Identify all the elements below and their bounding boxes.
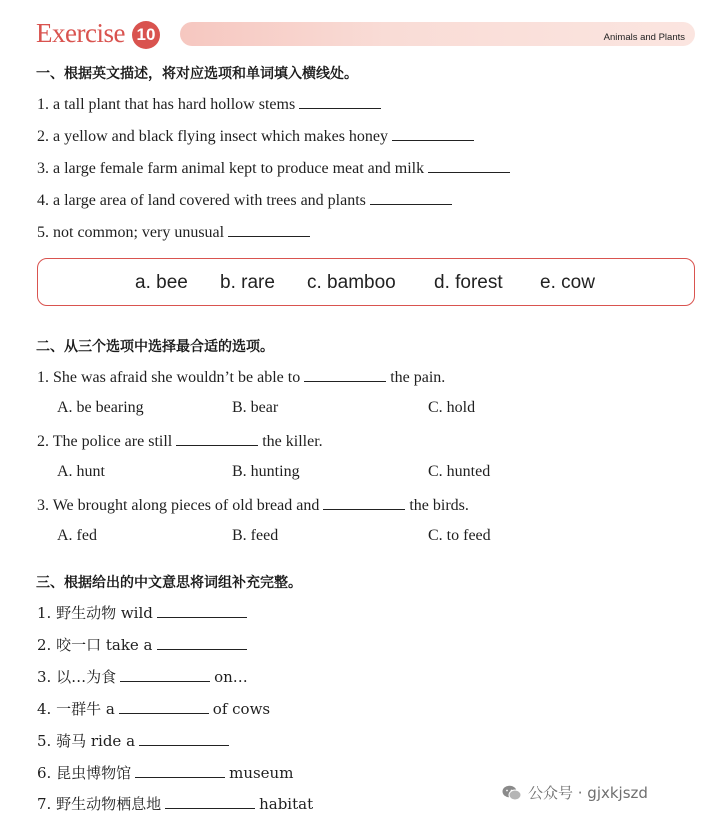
s2-q1-option-b[interactable]: B. bear xyxy=(232,399,279,416)
answer-blank[interactable] xyxy=(323,495,405,510)
s3-item-4-after: of cows xyxy=(212,700,271,718)
s1-item-1 xyxy=(37,94,385,115)
wechat-icon xyxy=(502,785,522,801)
s2-q1-after: the pain. xyxy=(390,369,446,386)
word-option-d: d. forest xyxy=(434,272,503,293)
s3-item-6-before: 6. 昆虫博物馆 xyxy=(37,764,132,782)
s2-q1-before: 1. She was afraid she wouldn’t be able to xyxy=(37,369,301,386)
section2-title: 二、从三个选项中选择最合适的选项。 xyxy=(36,339,274,355)
s3-item-3-before: 3. 以…为食 xyxy=(37,668,117,686)
s1-item-3-text: 3. a large female farm animal kept to produce meat and milk xyxy=(37,160,425,177)
s1-item-4-text: 4. a large area of land covered with trees and plants xyxy=(37,192,366,209)
s3-item-5 xyxy=(37,731,233,751)
s2-q1-option-c[interactable]: C. hold xyxy=(428,399,476,416)
header-banner xyxy=(180,22,695,46)
s3-item-4-before: 4. 一群牛 a xyxy=(37,700,115,718)
s2-q1-option-a[interactable]: A. be bearing xyxy=(57,399,144,416)
answer-blank[interactable] xyxy=(304,367,386,382)
answer-blank[interactable] xyxy=(120,667,210,682)
s3-item-3 xyxy=(37,667,248,687)
s1-item-5-text: 5. not common; very unusual xyxy=(37,224,225,241)
s3-item-1 xyxy=(37,603,251,623)
word-option-c: c. bamboo xyxy=(307,272,396,293)
answer-blank[interactable] xyxy=(176,431,258,446)
exercise-title: Exercise xyxy=(36,18,125,48)
s3-item-2-before: 2. 咬一口 take a xyxy=(37,636,153,654)
answer-blank[interactable] xyxy=(135,763,225,778)
s1-item-5 xyxy=(37,222,314,243)
s3-item-6-after: museum xyxy=(229,764,294,782)
s2-q3-before: 3. We brought along pieces of old bread and xyxy=(37,497,320,514)
s2-q3-option-b[interactable]: B. feed xyxy=(232,527,279,544)
watermark xyxy=(502,782,648,803)
page-header xyxy=(0,0,703,58)
answer-blank[interactable] xyxy=(165,794,255,809)
word-option-b: b. rare xyxy=(220,272,275,293)
section3-title: 三、根据给出的中文意思将词组补充完整。 xyxy=(36,575,302,591)
answer-blank[interactable] xyxy=(370,190,452,205)
s2-q2-option-a[interactable]: A. hunt xyxy=(57,463,105,480)
s2-q3-option-c[interactable]: C. to feed xyxy=(428,527,491,544)
word-option-a: a. bee xyxy=(135,272,188,293)
s3-item-1-before: 1. 野生动物 wild xyxy=(37,604,153,622)
answer-blank[interactable] xyxy=(299,94,381,109)
s1-item-2-text: 2. a yellow and black flying insect which makes honey xyxy=(37,128,389,145)
s2-q2-option-b[interactable]: B. hunting xyxy=(232,463,300,480)
s1-item-1-text: 1. a tall plant that has hard hollow stems xyxy=(37,96,296,113)
watermark-text: 公众号 · gjxkjszd xyxy=(528,784,648,802)
s3-item-4 xyxy=(37,699,270,719)
s2-question-3 xyxy=(37,495,469,516)
category-label: Animals and Plants xyxy=(603,32,685,43)
word-option-e: e. cow xyxy=(540,272,595,293)
s1-item-3 xyxy=(37,158,514,179)
s2-q2-after: the killer. xyxy=(262,433,323,450)
answer-blank[interactable] xyxy=(119,699,209,714)
s3-item-7 xyxy=(37,794,313,814)
answer-blank[interactable] xyxy=(428,158,510,173)
s3-item-5-before: 5. 骑马 ride a xyxy=(37,732,136,750)
s3-item-2 xyxy=(37,635,251,655)
s3-item-7-before: 7. 野生动物栖息地 xyxy=(37,795,162,813)
answer-blank[interactable] xyxy=(228,222,310,237)
s2-q3-option-a[interactable]: A. fed xyxy=(57,527,97,544)
answer-blank[interactable] xyxy=(157,635,247,650)
s3-item-7-after: habitat xyxy=(259,795,314,813)
section1-title: 一、根据英文描述，将对应选项和单词填入横线处。 xyxy=(36,66,358,82)
s3-item-3-after: on… xyxy=(214,668,248,686)
s2-q2-before: 2. The police are still xyxy=(37,433,173,450)
answer-blank[interactable] xyxy=(157,603,247,618)
s1-item-2 xyxy=(37,126,478,147)
s1-item-4 xyxy=(37,190,456,211)
s2-q2-option-c[interactable]: C. hunted xyxy=(428,463,491,480)
s2-q3-after: the birds. xyxy=(409,497,469,514)
exercise-number-badge: 10 xyxy=(132,21,160,49)
answer-blank[interactable] xyxy=(392,126,474,141)
s2-question-2 xyxy=(37,431,323,452)
s2-question-1 xyxy=(37,367,445,388)
word-bank xyxy=(37,258,695,306)
answer-blank[interactable] xyxy=(139,731,229,746)
s3-item-6 xyxy=(37,763,293,783)
